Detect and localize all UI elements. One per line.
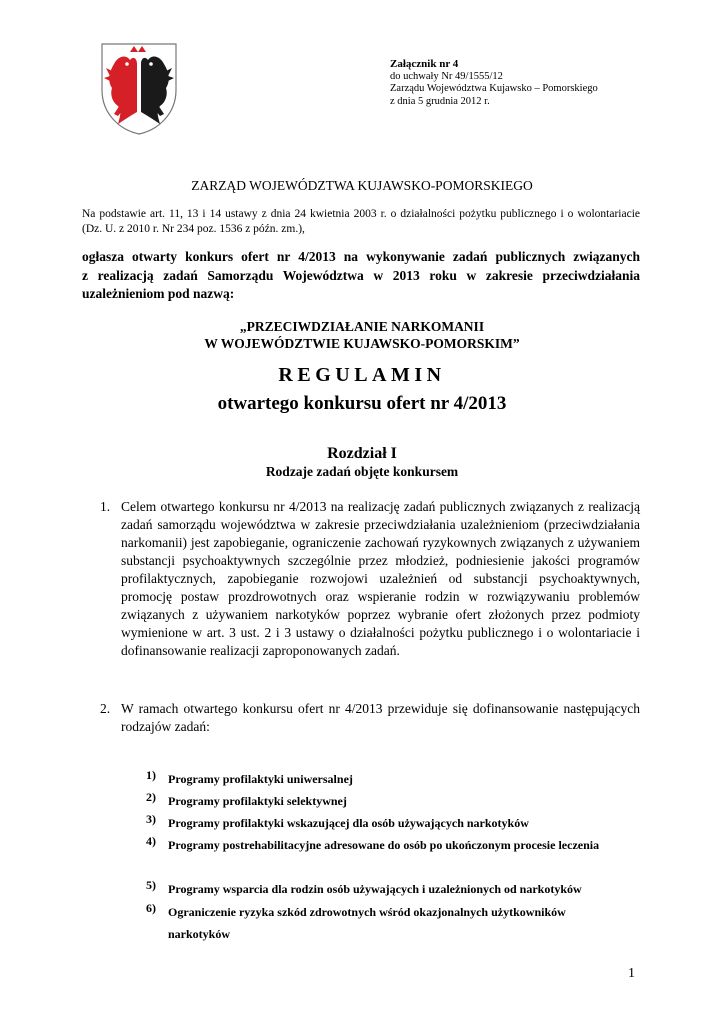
chapter-title: Rozdział I: [327, 445, 397, 462]
list-item-text: Programy profilaktyki selektywnej: [168, 794, 347, 808]
paragraph-text: Celem otwartego konkursu nr 4/2013 na realizację zadań publicznych związanych z realizacją zadań samorządu województwa w zakresie przeciwdziałania uzależnieniom (przeciwdziałania narkomanii) jest zapobieganie, ograniczenie zachowań ryzykownych związanych z używaniem substancji psychoaktywnych szczególnie przez młodzież, podniesienie jakości programów profilaktycznych, zapobieganie rozwojowi uzależnień od substancji psychoaktywnych, promocję postaw prozdrowotnych oraz wspieranie rodzin w rozwiązywaniu problemów związanych z używaniem narkotyków poprzez wybranie ofert złożonych przez podmioty wymienione w art. 3 ust. 2 i 3 ustawy o działalności pożytku publicznego i o wolontariacie i dofinansowanie realizacji zaproponowanych zadań.: [121, 499, 640, 658]
list-item-number: 1): [146, 768, 156, 782]
announcement-line-3: uzależnieniom pod nazwą:: [82, 286, 235, 301]
regulamin-title: REGULAMIN: [278, 364, 446, 386]
paragraph-number: 1.: [100, 499, 111, 514]
annex-header: [390, 58, 598, 108]
annex-title: Załącznik nr 4: [390, 58, 459, 70]
list-item-number: 3): [146, 812, 156, 826]
list-item-text: Programy profilaktyki wskazującej dla osób używających narkotyków: [168, 816, 529, 830]
board-title: ZARZĄD WOJEWÓDZTWA KUJAWSKO-POMORSKIEGO: [191, 178, 533, 193]
list-item-text: Programy postrehabilitacyjne adresowane do osób po ukończonym procesie leczenia: [168, 838, 600, 852]
list-item-number: 5): [146, 878, 156, 892]
regulamin-subtitle: otwartego konkursu ofert nr 4/2013: [217, 393, 507, 414]
list-item-text: Ograniczenie ryzyka szkód zdrowotnych wśród okazjonalnych użytkowników narkotyków: [168, 905, 566, 941]
list-item-number: 4): [146, 834, 156, 848]
paragraph-number: 2.: [100, 701, 111, 716]
list-item: [146, 834, 606, 856]
annex-board: Zarządu Województwa Kujawsko – Pomorskiego: [390, 83, 598, 94]
paragraph-text: W ramach otwartego konkursu ofert nr 4/2013 przewiduje się dofinansowanie następujących rodzajów zadań:: [121, 701, 640, 734]
chapter-subtitle: Rodzaje zadań objęte konkursem: [265, 464, 459, 479]
list-item: [146, 901, 616, 945]
list-item-text: Programy profilaktyki uniwersalnej: [168, 772, 353, 786]
page-number: 1: [628, 966, 635, 981]
list-item: [146, 812, 646, 834]
annex-resolution: do uchwały Nr 49/1555/12: [390, 70, 503, 82]
announcement-line-1: ogłasza otwarty konkurs ofert nr 4/2013 na wykonywanie zadań publicznych związanych: [82, 249, 640, 264]
list-item: [146, 878, 646, 900]
legal-basis: Na podstawie art. 11, 13 i 14 ustawy z dnia 24 kwietnia 2003 r. o działalności pożytku publicznego i o wolontariacie (Dz. U. z 2010 r. Nr 234 poz. 1536 z późn. zm.),: [82, 208, 640, 235]
competition-name-line-2: W WOJEWÓDZTWIE KUJAWSKO-POMORSKIM”: [204, 336, 520, 351]
list-item: [146, 790, 646, 812]
list-item: [146, 768, 646, 790]
coat-of-arms-icon: [100, 42, 178, 136]
competition-name: [0, 318, 724, 352]
announcement-line-2: z realizacją zadań Samorządu Województwa w 2013 roku w zakresie przeciwdziałania: [82, 267, 640, 283]
list-item-number: 6): [146, 901, 156, 915]
numbered-paragraph: [100, 498, 640, 660]
list-item-number: 2): [146, 790, 156, 804]
numbered-paragraph: [100, 700, 640, 736]
annex-date: z dnia 5 grudnia 2012 r.: [390, 95, 490, 107]
announcement: [82, 248, 640, 304]
competition-name-line-1: „PRZECIWDZIAŁANIE NARKOMANII: [239, 319, 485, 334]
list-item-text: Programy wsparcia dla rodzin osób używających i uzależnionych od narkotyków: [168, 882, 582, 896]
